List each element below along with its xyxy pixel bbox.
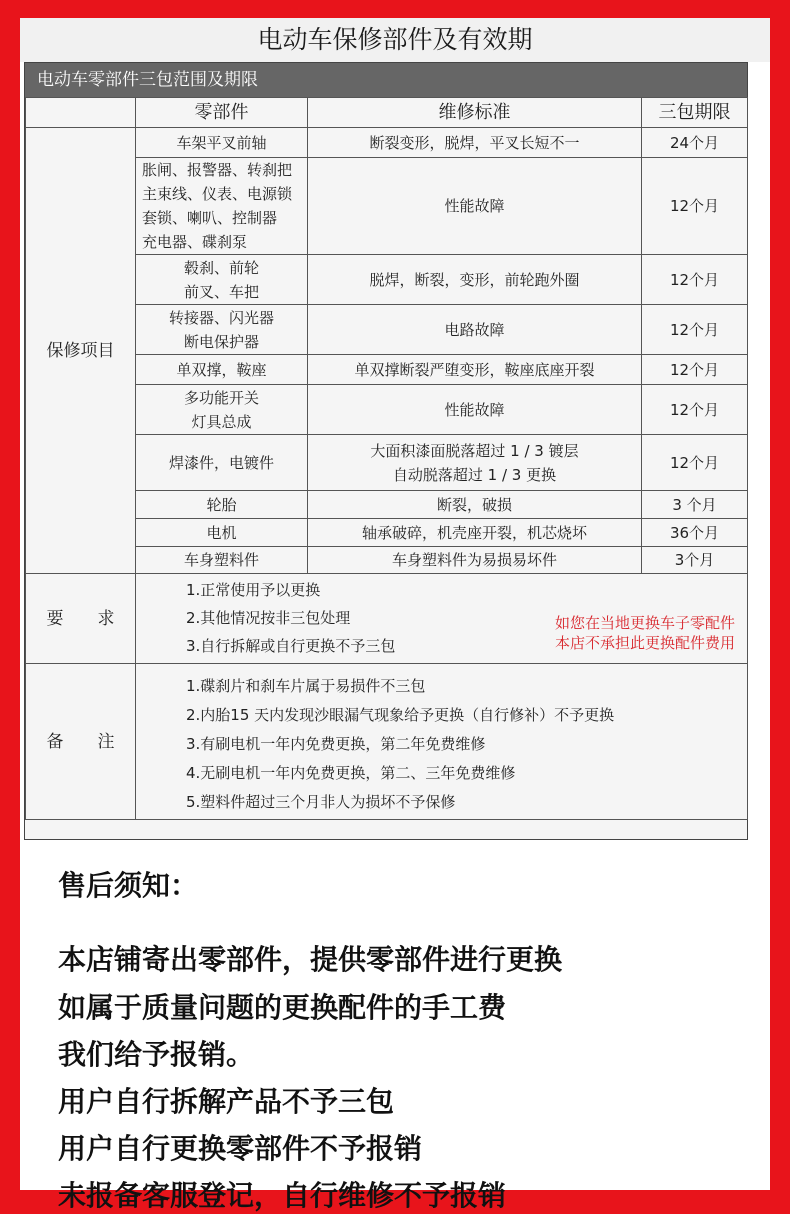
- section-header: 电动车零部件三包范围及期限: [25, 63, 747, 97]
- category-cell: 保修项目: [26, 128, 136, 574]
- column-header-period: 三包期限: [642, 98, 748, 128]
- remark-item: 4.无刷电机一年内免费更换，第二、三年免费维修: [186, 764, 516, 782]
- remarks-cell: [136, 664, 748, 820]
- part-line: 单双撑，鞍座: [176, 360, 267, 379]
- after-sales-line: 本店铺寄出零部件，提供零部件进行更换: [58, 943, 563, 976]
- standard-line: 大面积漆面脱落超过 1 / 3 镀层: [370, 441, 579, 460]
- remarks-row: [26, 664, 748, 820]
- standard-line: 车身塑料件为易损易坏件: [391, 551, 557, 569]
- standard-cell: [308, 305, 642, 355]
- remark-item: 2.内胎15 天内发现沙眼漏气现象给予更换（自行修补）不予更换: [186, 706, 615, 724]
- requirements-row: [26, 574, 748, 664]
- part-cell: [136, 547, 308, 574]
- part-cell: [136, 158, 308, 255]
- part-line: 断电保护器: [183, 332, 259, 351]
- standard-line: 自动脱落超过 1 / 3 更换: [392, 465, 557, 484]
- remark-item: 3.有刷电机一年内免费更换，第二年免费维修: [186, 735, 486, 753]
- period-cell: 3 个月: [642, 491, 748, 519]
- after-sales-line: 用户自行拆解产品不予三包: [58, 1085, 395, 1118]
- standard-cell: [308, 128, 642, 158]
- after-sales-line: 未报备客服登记，自行维修不予报销: [58, 1179, 507, 1212]
- warranty-poster: [20, 18, 770, 1212]
- part-cell: [136, 255, 308, 305]
- after-sales-line: 如属于质量问题的更换配件的手工费: [58, 991, 507, 1024]
- period-cell: 12个月: [642, 385, 748, 435]
- table-header-row: [26, 98, 748, 128]
- period-cell: 12个月: [642, 355, 748, 385]
- after-sales-line: 我们给予报销。: [58, 1038, 255, 1071]
- note-line: 如您在当地更换车子零配件: [554, 613, 735, 632]
- part-cell: [136, 435, 308, 491]
- remark-item: 5.塑料件超过三个月非人为损坏不予保修: [186, 793, 456, 811]
- note-line: 本店不承担此更换配件费用: [554, 633, 735, 652]
- local-replacement-note: [555, 613, 735, 653]
- part-cell: [136, 305, 308, 355]
- requirement-item: 1.正常使用予以更换: [186, 580, 321, 599]
- standard-cell: [308, 435, 642, 491]
- table-row: [26, 128, 748, 158]
- requirement-item: 2.其他情况按非三包处理: [186, 608, 351, 627]
- requirements-box: [136, 575, 747, 663]
- standard-cell: [308, 547, 642, 574]
- part-line: 胀闸、报警器、转刹把: [142, 161, 293, 179]
- part-line: 前叉、车把: [183, 282, 259, 301]
- remarks-label: 备 注: [26, 664, 136, 820]
- standard-cell: [308, 491, 642, 519]
- period-cell: 36个月: [642, 519, 748, 547]
- standard-cell: [308, 355, 642, 385]
- period-cell: 12个月: [642, 158, 748, 255]
- standard-line: 单双撑断裂严堕变形，鞍座底座开裂: [354, 360, 595, 379]
- standard-cell: [308, 519, 642, 547]
- part-line: 车架平叉前轴: [176, 133, 267, 152]
- standard-cell: [308, 158, 642, 255]
- requirements-label: 要 求: [26, 574, 136, 664]
- standard-cell: [308, 255, 642, 305]
- part-line: 转接器、闪光器: [168, 308, 274, 327]
- standard-line: 轴承破碎，机壳座开裂，机芯烧坏: [361, 523, 587, 542]
- standard-line: 电路故障: [444, 320, 505, 339]
- warranty-table: [25, 97, 748, 820]
- after-sales-heading: 售后须知：: [58, 869, 199, 902]
- part-cell: [136, 385, 308, 435]
- part-cell: [136, 355, 308, 385]
- column-header-standard: 维修标准: [308, 98, 642, 128]
- standard-line: 断裂变形，脱焊，平叉长短不一: [369, 133, 580, 152]
- page-title: 电动车保修部件及有效期: [20, 18, 770, 62]
- remark-item: 1.碟刹片和刹车片属于易损件不三包: [186, 677, 426, 695]
- part-cell: [136, 519, 308, 547]
- part-line: 车身塑料件: [183, 551, 259, 569]
- column-header-part: 零部件: [136, 98, 308, 128]
- part-cell: [136, 128, 308, 158]
- standard-line: 脱焊，断裂，变形，前轮跑外圈: [369, 270, 580, 289]
- part-line: 灯具总成: [191, 412, 252, 431]
- period-cell: 24个月: [642, 128, 748, 158]
- part-line: 轮胎: [206, 495, 237, 514]
- period-cell: 12个月: [642, 435, 748, 491]
- part-line: 多功能开关: [183, 388, 259, 407]
- period-cell: 3个月: [642, 547, 748, 574]
- part-line: 电机: [206, 523, 237, 542]
- part-cell: [136, 491, 308, 519]
- after-sales-line: 用户自行更换零部件不予报销: [58, 1132, 423, 1165]
- period-cell: 12个月: [642, 305, 748, 355]
- empty-header-cell: [26, 98, 136, 128]
- part-line: 套锁、喇叭、控制器: [142, 209, 278, 227]
- standard-cell: [308, 385, 642, 435]
- period-cell: 12个月: [642, 255, 748, 305]
- requirement-item: 3.自行拆解或自行更换不予三包: [186, 636, 396, 655]
- standard-line: 性能故障: [444, 400, 505, 419]
- part-line: 毂刹、前轮: [183, 258, 259, 277]
- requirements-cell: [136, 574, 748, 664]
- standard-line: 断裂，破损: [436, 495, 512, 514]
- part-line: 主束线、仪表、电源锁: [142, 185, 293, 203]
- warranty-table-sheet: [24, 62, 748, 840]
- part-line: 焊漆件，电镀件: [168, 453, 274, 472]
- standard-line: 性能故障: [444, 197, 505, 215]
- part-line: 充电器、碟刹泵: [142, 233, 248, 251]
